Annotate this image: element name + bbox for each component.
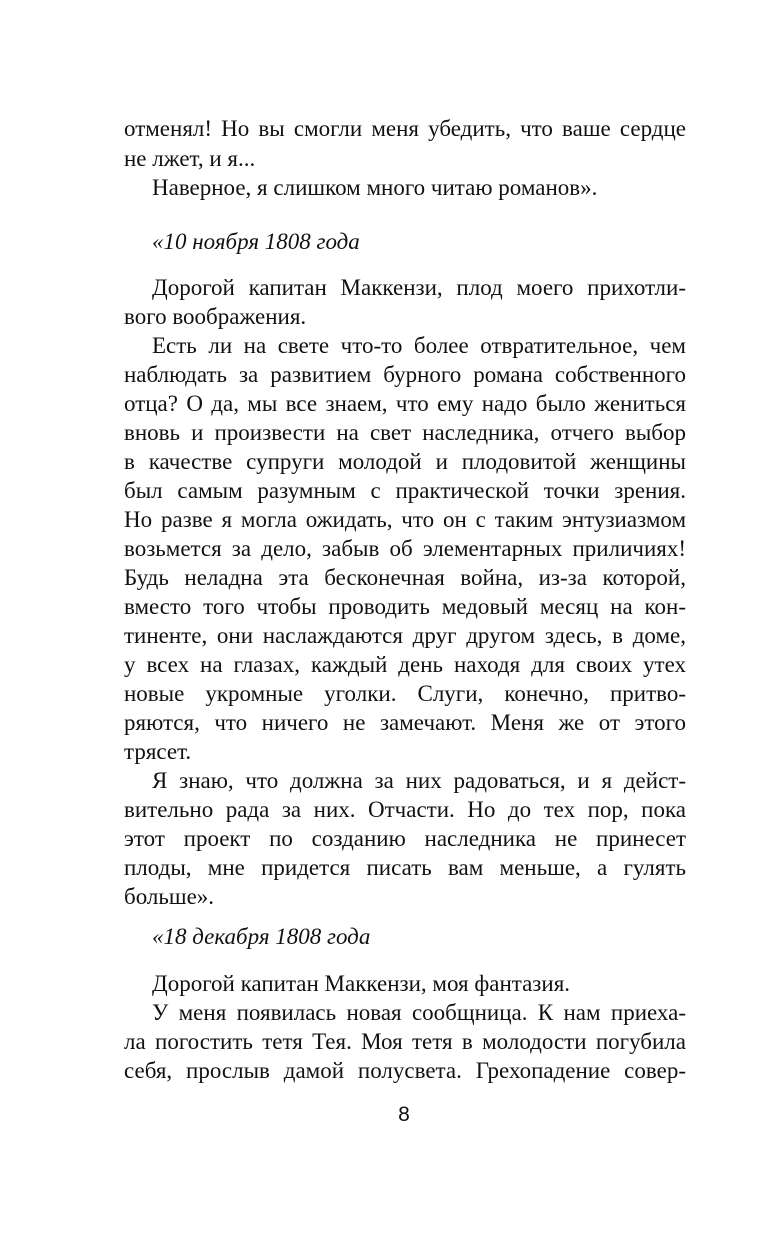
text-line: Есть ли на свете что-то более отвратительное, чем xyxy=(152,333,686,358)
text-line: не лжет, и я... xyxy=(124,146,256,171)
greeting-line: вого воображения. xyxy=(124,304,307,329)
entry-date: «18 декабря 1808 года xyxy=(152,924,371,949)
text-line: тиненте, они наслаждаются друг другом здесь, в доме, xyxy=(124,623,686,648)
text-line: новые укромные уголки. Слуги, конечно, притво- xyxy=(124,681,686,706)
greeting-line: Дорогой капитан Маккензи, моя фантазия. xyxy=(152,971,571,996)
text-line: ряются, что ничего не замечают. Меня же от этого xyxy=(124,710,686,735)
text-line: в качестве супруги молодой и плодовитой женщины xyxy=(124,449,686,474)
text-line: себя, прослыв дамой полусвета. Грехопадение совер- xyxy=(124,1058,686,1083)
text-line: наблюдать за развитием бурного романа собственного xyxy=(124,362,686,387)
text-line: вительно рада за них. Отчасти. Но до тех пор, пока xyxy=(124,797,686,822)
text-line: Но разве я могла ожидать, что он с таким энтузиазмом xyxy=(124,507,686,532)
text-line: у всех на глазах, каждый день находя для своих утех xyxy=(124,652,686,677)
text-line: трясет. xyxy=(124,739,192,764)
entry-date: «10 ноября 1808 года xyxy=(152,229,360,254)
text-line: отца? О да, мы все знаем, что ему надо было жениться xyxy=(124,391,686,416)
text-line: больше». xyxy=(124,884,215,909)
text-line: Наверное, я слишком много читаю романов». xyxy=(152,175,598,200)
greeting-line: Дорогой капитан Маккензи, плод моего прихотли- xyxy=(152,275,686,300)
text-line: этот проект по созданию наследника не принесет xyxy=(124,826,686,851)
text-line: ла погостить тетя Тея. Моя тетя в молодости погубила xyxy=(124,1029,686,1054)
text-line: У меня появилась новая сообщница. К нам приеха- xyxy=(152,1000,686,1025)
text-line: отменял! Но вы смогли меня убедить, что ваше сердце xyxy=(124,116,686,141)
text-line: Будь неладна эта бесконечная война, из-за которой, xyxy=(124,565,686,590)
text-line: возьмется за дело, забыв об элементарных приличиях! xyxy=(124,536,686,561)
page-number: 8 xyxy=(398,1103,410,1126)
text-line: был самым разумным с практической точки зрения. xyxy=(124,478,686,503)
text-line: Я знаю, что должна за них радоваться, и я дейст- xyxy=(152,768,686,793)
text-line: вместо того чтобы проводить медовый месяц на кон- xyxy=(124,594,686,619)
text-line: плоды, мне придется писать вам меньше, а гулять xyxy=(124,855,686,880)
text-line: вновь и произвести на свет наследника, отчего выбор xyxy=(124,420,686,445)
